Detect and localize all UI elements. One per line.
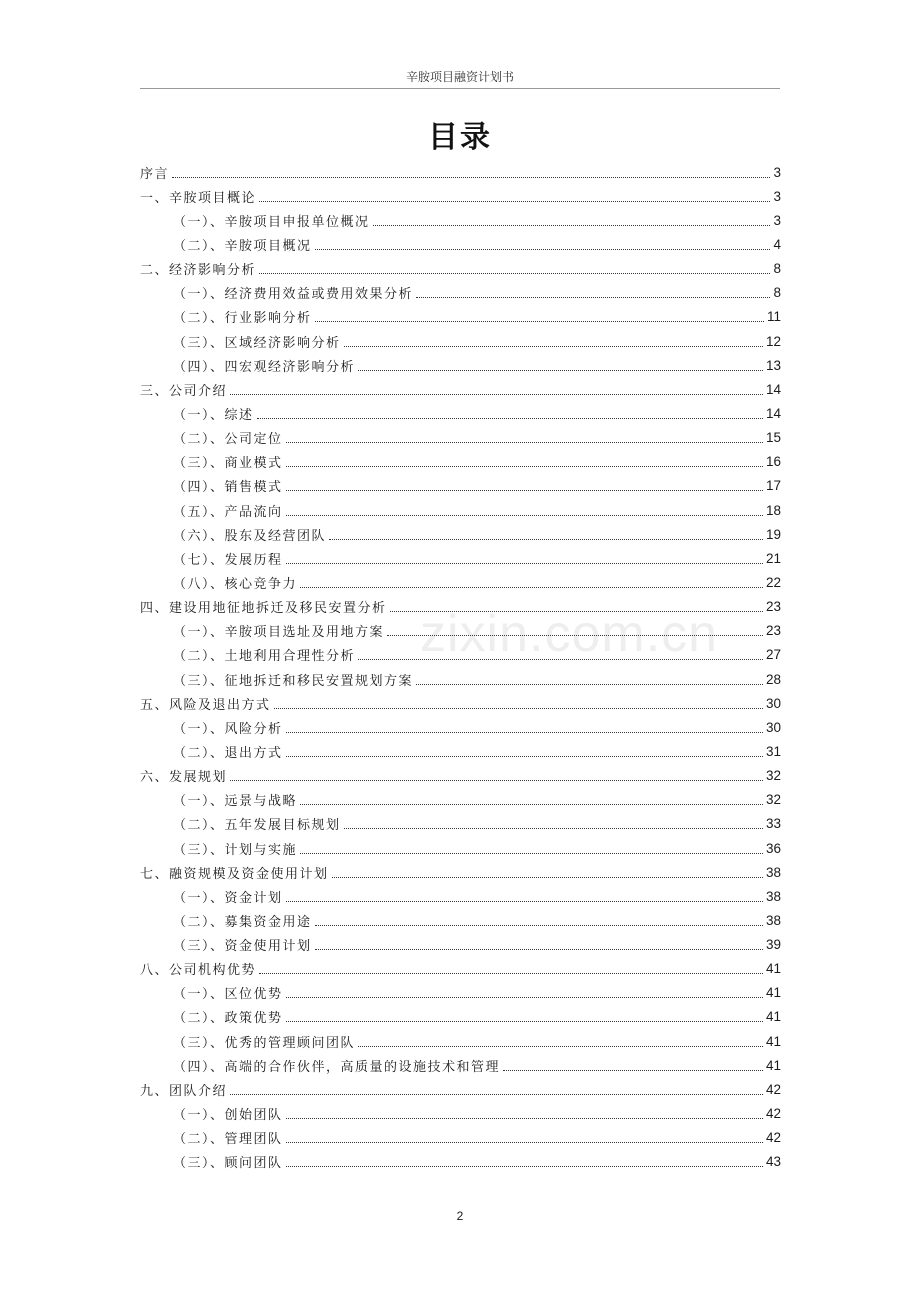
toc-section-entry[interactable] <box>140 619 781 643</box>
dot-leader <box>259 201 770 202</box>
toc-entry-label: （一）、经济费用效益或费用效果分析 <box>173 287 414 303</box>
dot-leader <box>286 1142 763 1143</box>
toc-entry-page-number: 33 <box>765 816 781 832</box>
toc-entry-label: （一）、风险分析 <box>173 721 283 737</box>
toc-entry-page-number: 18 <box>765 502 781 518</box>
toc-entry-page-number: 22 <box>765 574 781 590</box>
dot-leader <box>358 370 763 371</box>
toc-entry-label: （五）、产品流向 <box>173 504 283 520</box>
toc-entry-label: （一）、辛胺项目选址及用地方案 <box>173 625 385 641</box>
toc-entry-label: （一）、辛胺项目申报单位概况 <box>173 214 370 230</box>
toc-section-entry[interactable] <box>140 933 781 957</box>
dot-leader <box>259 973 763 974</box>
toc-section-entry[interactable] <box>140 570 781 594</box>
toc-entry-page-number: 42 <box>765 1081 781 1097</box>
dot-leader <box>503 1070 763 1071</box>
toc-entry-label: （二）、行业影响分析 <box>173 311 312 327</box>
dot-leader <box>387 635 763 636</box>
toc-section-entry[interactable] <box>140 908 781 932</box>
toc-entry-label: （三）、顾问团队 <box>173 1156 283 1172</box>
toc-chapter-entry[interactable] <box>140 257 781 281</box>
toc-entry-page-number: 8 <box>773 285 781 301</box>
dot-leader <box>172 177 770 178</box>
toc-entry-label: （一）、创始团队 <box>173 1108 283 1124</box>
toc-entry-page-number: 39 <box>765 937 781 953</box>
toc-section-entry[interactable] <box>140 836 781 860</box>
toc-section-entry[interactable] <box>140 1053 781 1077</box>
dot-leader <box>274 708 763 709</box>
toc-section-entry[interactable] <box>140 1126 781 1150</box>
toc-entry-label: 二、经济影响分析 <box>140 263 257 279</box>
toc-section-entry[interactable] <box>140 426 781 450</box>
toc-entry-label: （二）、土地利用合理性分析 <box>173 649 356 665</box>
dot-leader <box>286 1166 763 1167</box>
toc-section-entry[interactable] <box>140 401 781 425</box>
toc-entry-label: 七、融资规模及资金使用计划 <box>140 866 329 882</box>
dot-leader <box>329 539 763 540</box>
dot-leader <box>390 611 763 612</box>
dot-leader <box>300 853 763 854</box>
toc-entry-label: （四）、销售模式 <box>173 480 283 496</box>
toc-chapter-entry[interactable] <box>140 377 781 401</box>
dot-leader <box>300 587 763 588</box>
dot-leader <box>416 684 763 685</box>
toc-entry-label: （一）、资金计划 <box>173 890 283 906</box>
dot-leader <box>230 780 763 781</box>
toc-section-entry[interactable] <box>140 232 781 256</box>
toc-chapter-entry[interactable] <box>140 764 781 788</box>
dot-leader <box>286 563 763 564</box>
toc-entry-label: （三）、区域经济影响分析 <box>173 335 341 351</box>
dot-leader <box>286 1118 763 1119</box>
toc-entry-page-number: 28 <box>765 671 781 687</box>
dot-leader <box>315 949 763 950</box>
toc-section-entry[interactable] <box>140 305 781 329</box>
toc-entry-page-number: 3 <box>773 164 781 180</box>
toc-entry-label: （一）、区位优势 <box>173 987 283 1003</box>
toc-section-entry[interactable] <box>140 281 781 305</box>
toc-section-entry[interactable] <box>140 450 781 474</box>
toc-section-entry[interactable] <box>140 884 781 908</box>
toc-entry-label: （八）、核心竞争力 <box>173 576 298 592</box>
toc-entry-label: 六、发展规划 <box>140 770 228 786</box>
dot-leader <box>230 1094 763 1095</box>
toc-section-entry[interactable] <box>140 812 781 836</box>
toc-entry-page-number: 43 <box>765 1154 781 1170</box>
toc-entry-label: （二）、管理团队 <box>173 1132 283 1148</box>
toc-entry-label: （三）、优秀的管理顾问团队 <box>173 1035 356 1051</box>
dot-leader <box>230 394 763 395</box>
dot-leader <box>286 490 763 491</box>
toc-entry-label: 五、风险及退出方式 <box>140 697 271 713</box>
dot-leader <box>315 249 771 250</box>
dot-leader <box>286 756 763 757</box>
toc-entry-label: （二）、五年发展目标规划 <box>173 818 341 834</box>
toc-section-entry[interactable] <box>140 474 781 498</box>
toc-entry-label: 四、建设用地征地拆迁及移民安置分析 <box>140 601 387 617</box>
dot-leader <box>259 273 770 274</box>
toc-entry-label: （六）、股东及经营团队 <box>173 528 327 544</box>
toc-section-entry[interactable] <box>140 667 781 691</box>
toc-entry-page-number: 41 <box>765 1057 781 1073</box>
toc-entry-page-number: 41 <box>765 1009 781 1025</box>
dot-leader <box>416 297 770 298</box>
toc-entry-page-number: 42 <box>765 1106 781 1122</box>
toc-entry-page-number: 31 <box>765 743 781 759</box>
toc-entry-label: （二）、退出方式 <box>173 745 283 761</box>
toc-section-entry[interactable] <box>140 981 781 1005</box>
toc-entry-page-number: 14 <box>765 405 781 421</box>
toc-entry-page-number: 3 <box>773 188 781 204</box>
toc-section-entry[interactable] <box>140 1029 781 1053</box>
dot-leader <box>257 418 763 419</box>
toc-title: 目录 <box>428 120 492 155</box>
dot-leader <box>332 877 763 878</box>
dot-leader <box>344 828 763 829</box>
toc-section-entry[interactable] <box>140 739 781 763</box>
toc-entry-page-number: 12 <box>765 333 781 349</box>
dot-leader <box>358 1046 763 1047</box>
toc-entry-page-number: 15 <box>765 430 781 446</box>
toc-entry-page-number: 27 <box>765 647 781 663</box>
toc-section-entry[interactable] <box>140 329 781 353</box>
toc-entry-page-number: 36 <box>765 840 781 856</box>
toc-chapter-entry[interactable] <box>140 595 781 619</box>
toc-section-entry[interactable] <box>140 1005 781 1029</box>
toc-entry-label: 八、公司机构优势 <box>140 963 257 979</box>
toc-entry-page-number: 19 <box>765 526 781 542</box>
dot-leader <box>344 346 763 347</box>
toc-entry-page-number: 41 <box>765 1033 781 1049</box>
toc-section-entry[interactable] <box>140 498 781 522</box>
toc-section-entry[interactable] <box>140 353 781 377</box>
watermark: zixin.com.cn <box>420 605 719 663</box>
dot-leader <box>315 321 764 322</box>
dot-leader <box>286 1021 763 1022</box>
toc-entry-label: （三）、资金使用计划 <box>173 939 312 955</box>
toc-section-entry[interactable] <box>140 208 781 232</box>
toc-entry-page-number: 38 <box>765 888 781 904</box>
running-header: 辛胺项目融资计划书 <box>405 70 514 84</box>
dot-leader <box>286 732 763 733</box>
toc-entry-page-number: 23 <box>765 599 781 615</box>
dot-leader <box>286 466 763 467</box>
toc-entry-label: （二）、政策优势 <box>173 1011 283 1027</box>
toc-chapter-entry[interactable] <box>140 1077 781 1101</box>
toc-entry-label: （二）、辛胺项目概况 <box>173 238 312 254</box>
toc-entry-label: （三）、计划与实施 <box>173 842 298 858</box>
toc-entry-page-number: 3 <box>773 212 781 228</box>
toc-entry-label: （四）、高端的合作伙伴，高质量的设施技术和管理 <box>173 1059 501 1075</box>
toc-chapter-entry[interactable] <box>140 957 781 981</box>
toc-entry-label: （四）、四宏观经济影响分析 <box>173 359 356 375</box>
toc-chapter-entry[interactable] <box>140 184 781 208</box>
dot-leader <box>300 804 763 805</box>
toc-section-entry[interactable] <box>140 546 781 570</box>
toc-entry-label: （二）、募集资金用途 <box>173 914 312 930</box>
toc-entry-page-number: 38 <box>765 912 781 928</box>
toc-section-entry[interactable] <box>140 1150 781 1174</box>
toc-entry-page-number: 41 <box>765 961 781 977</box>
dot-leader <box>286 515 763 516</box>
page-number: 2 <box>456 1209 464 1223</box>
dot-leader <box>358 659 763 660</box>
toc-entry-page-number: 30 <box>765 695 781 711</box>
toc-entry-label: （七）、发展历程 <box>173 552 283 568</box>
toc-section-entry[interactable] <box>140 788 781 812</box>
toc-section-entry[interactable] <box>140 1101 781 1125</box>
toc-entry-page-number: 21 <box>765 550 781 566</box>
toc-entry-label: （三）、商业模式 <box>173 456 283 472</box>
toc-chapter-entry[interactable] <box>140 691 781 715</box>
toc-entry-label: （一）、综述 <box>173 407 254 423</box>
dot-leader <box>286 901 763 902</box>
toc-entry-page-number: 38 <box>765 864 781 880</box>
toc-entry-label: （三）、征地拆迁和移民安置规划方案 <box>173 673 414 689</box>
toc-entry-label: 一、辛胺项目概论 <box>140 190 257 206</box>
toc-entry-label: （二）、公司定位 <box>173 432 283 448</box>
toc-entry-page-number: 32 <box>765 768 781 784</box>
toc-entry-page-number: 17 <box>765 478 781 494</box>
toc-section-entry[interactable] <box>140 715 781 739</box>
toc-entry-page-number: 30 <box>765 719 781 735</box>
toc-entry-page-number: 13 <box>765 357 781 373</box>
toc-section-entry[interactable] <box>140 522 781 546</box>
toc-entry-label: 序言 <box>140 166 170 182</box>
toc-entry-page-number: 14 <box>765 381 781 397</box>
toc-entry-label: （一）、远景与战略 <box>173 794 298 810</box>
toc-chapter-entry[interactable] <box>140 160 781 184</box>
table-of-contents <box>140 160 781 1174</box>
toc-chapter-entry[interactable] <box>140 860 781 884</box>
dot-leader <box>315 925 763 926</box>
toc-entry-page-number: 11 <box>766 309 781 325</box>
toc-entry-page-number: 8 <box>773 261 781 277</box>
toc-entry-page-number: 32 <box>765 792 781 808</box>
header-divider <box>140 88 780 89</box>
toc-section-entry[interactable] <box>140 643 781 667</box>
dot-leader <box>286 442 763 443</box>
dot-leader <box>373 225 771 226</box>
dot-leader <box>286 997 763 998</box>
toc-entry-label: 九、团队介绍 <box>140 1083 228 1099</box>
toc-entry-label: 三、公司介绍 <box>140 383 228 399</box>
toc-entry-page-number: 41 <box>765 985 781 1001</box>
toc-entry-page-number: 4 <box>773 236 781 252</box>
toc-entry-page-number: 42 <box>765 1130 781 1146</box>
toc-entry-page-number: 23 <box>765 623 781 639</box>
toc-entry-page-number: 16 <box>765 454 781 470</box>
